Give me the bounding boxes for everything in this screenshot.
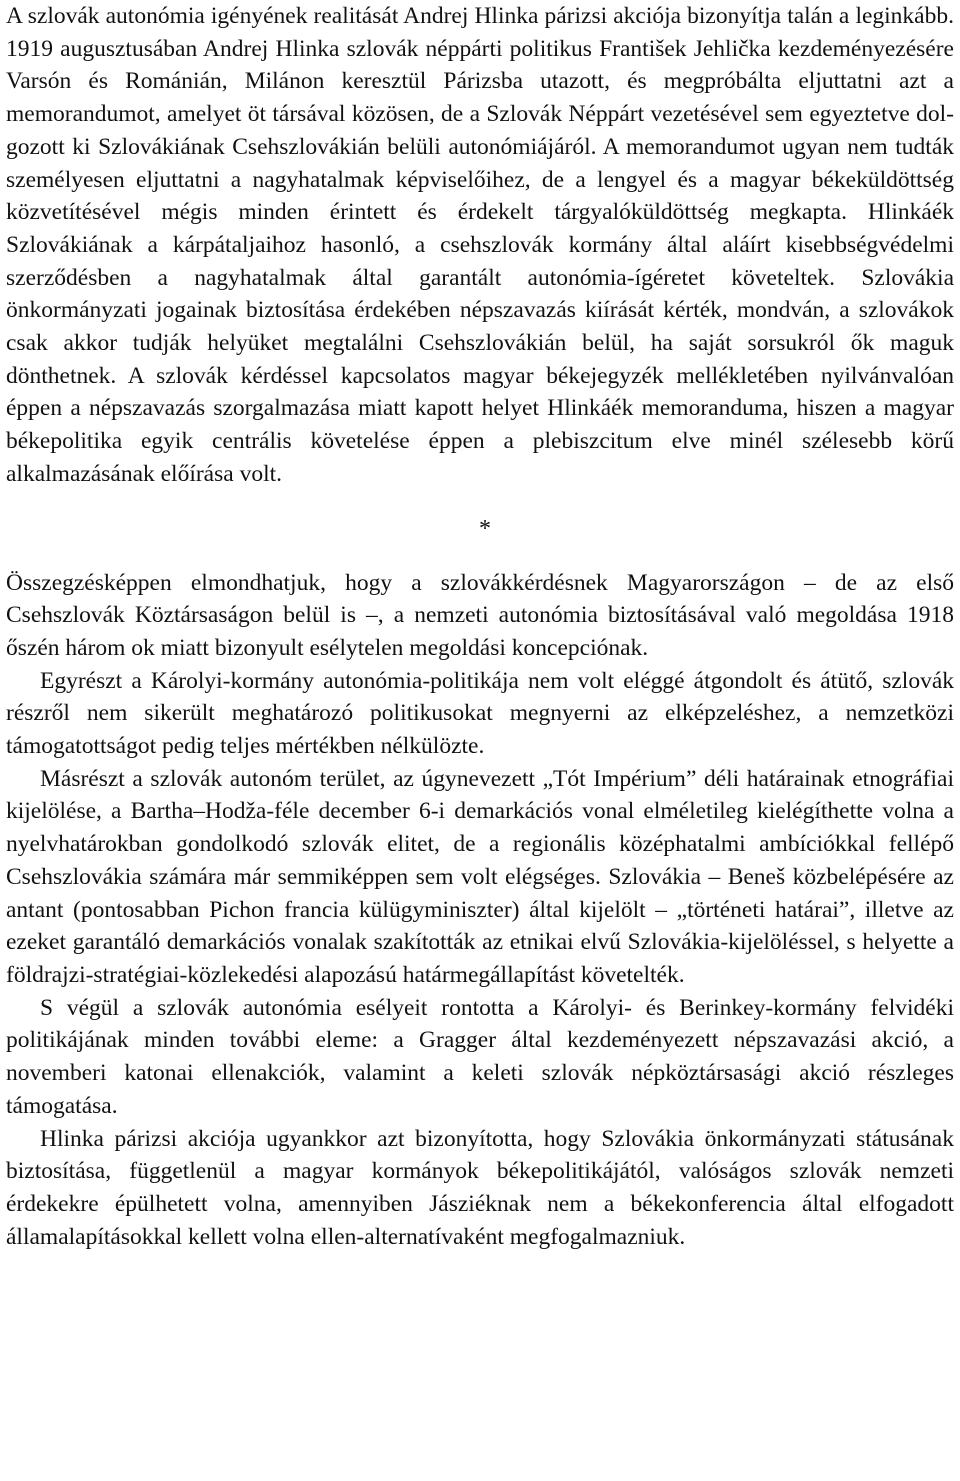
paragraph-hlinka-paris-action: A szlovák autonómia igényének realitását Andrej Hlinka párizsi akciója bizonyítja talán a leginkább. 1919 augusztusában Andrej Hlinka szlovák néppárti politikus František Jehlička kezdeményezésére Varsón és Románián, Milánon keresztül Párizsba utazott, és megpróbálta eljuttatni azt a memorandumot, amelyet öt társával közösen, de a Szlovák Néppárt vezetésével sem egyeztetve dolgozott ki Szlovákiának Csehszlovákián belüli autonómiájáról. A memorandumot ugyan nem tudták személyesen eljuttatni a nagyhatalmak képviselőihez, de a lengyel és a magyar békeküldöttség közvetítésével mégis minden érintett és érdekelt tárgyalóküldöttség megkapta. Hlinkáék Szlovákiának a kárpátaljaihoz hasonló, a csehszlovák kormány által aláírt kisebbségvédelmi szerződésben a nagyhatalmak által garantált autonómia-ígéretet követeltek. Szlovákia önkormányzati jogainak biztosítása érdekében népszavazás kiírását kérték, mondván, a szlovákok csak akkor tudják helyüket megtalálni Csehszlovákián belül, ha saját sorsukról ők maguk dönthetnek. A szlovák kérdéssel kapcsolatos magyar békejegyzék mellékletében nyilvánvalóan éppen a népszavazás szorgalmazása miatt kapott helyet Hlinkáék memoranduma, hiszen a magyar békepolitika egyik centrális követelése éppen a plebiszcitum elve minél szélesebb körű alkalmazásának előírása volt. (6, 3, 954, 487)
paragraph-conclusion: Hlinka párizsi akciója ugyankkor azt bizonyította, hogy Szlovákia önkormányzati státusának biztosítása, függetlenül a magyar kormányok békepolitikájától, valóságos szlovák nemzeti érdekekre épülhetett volna, amennyiben Jásziéknak nem a békekonferencia által elfogadott államalapításokkal kellett volna ellen-alternatívaként megfogalmazniuk. (6, 1125, 954, 1250)
paragraph-first-reason: Egyrészt a Károlyi-kormány autonómia-politikája nem volt eléggé átgondolt és átütő, szlovák részről nem sikerült meghatározó politikusokat megnyerni az elképzeléshez, a nemzetközi támogatottságot pedig teljes mértékben nélkülözte. (6, 667, 954, 760)
paragraph-second-reason: Másrészt a szlovák autonóm terület, az úgynevezett „Tót Impérium” déli határainak etnográfiai kijelölése, a Bartha–Hodža-féle december 6-i demarkációs vonal elméletileg kielégíthette volna a nyelvhatárokban gondolkodó szlovák elitet, de a regionális középhatalmi ambíciókkal fellépő Csehszlovákia számára már semmiképpen sem volt elégséges. Szlovákia – Beneš közbelépésére az antant (pontosabban Pichon francia külügyminiszter) által kijelölt – „történeti határai”, illetve az ezeket garantáló demarkációs vonalak szakították az etnikai elvű Szlovákia-kijelöléssel, s helyette a földrajzi-stratégiai-közlekedési alapozású határmegállapítást követelték. (6, 765, 954, 988)
paragraph-third-reason: S végül a szlovák autonómia esélyeit rontotta a Károlyi- és Berinkey-kormány felvidéki politikájának minden további eleme: a Gragger által kezdeményezett népszavazási akció, a novemberi katonai ellenakciók, valamint a keleti szlovák népköztársasági akció részleges támogatása. (6, 994, 954, 1119)
paragraph-summary: Összegzésképpen elmondhatjuk, hogy a szlovákkérdésnek Magyarországon – de az első Csehszlovák Köztársaságon belül is –, a nemzeti autonómia biztosításával való megoldása 1918 őszén három ok miatt bizonyult esélytelen megoldási koncepciónak. (6, 569, 954, 661)
section-separator: * (479, 515, 491, 542)
document-page (6, 0, 954, 1253)
